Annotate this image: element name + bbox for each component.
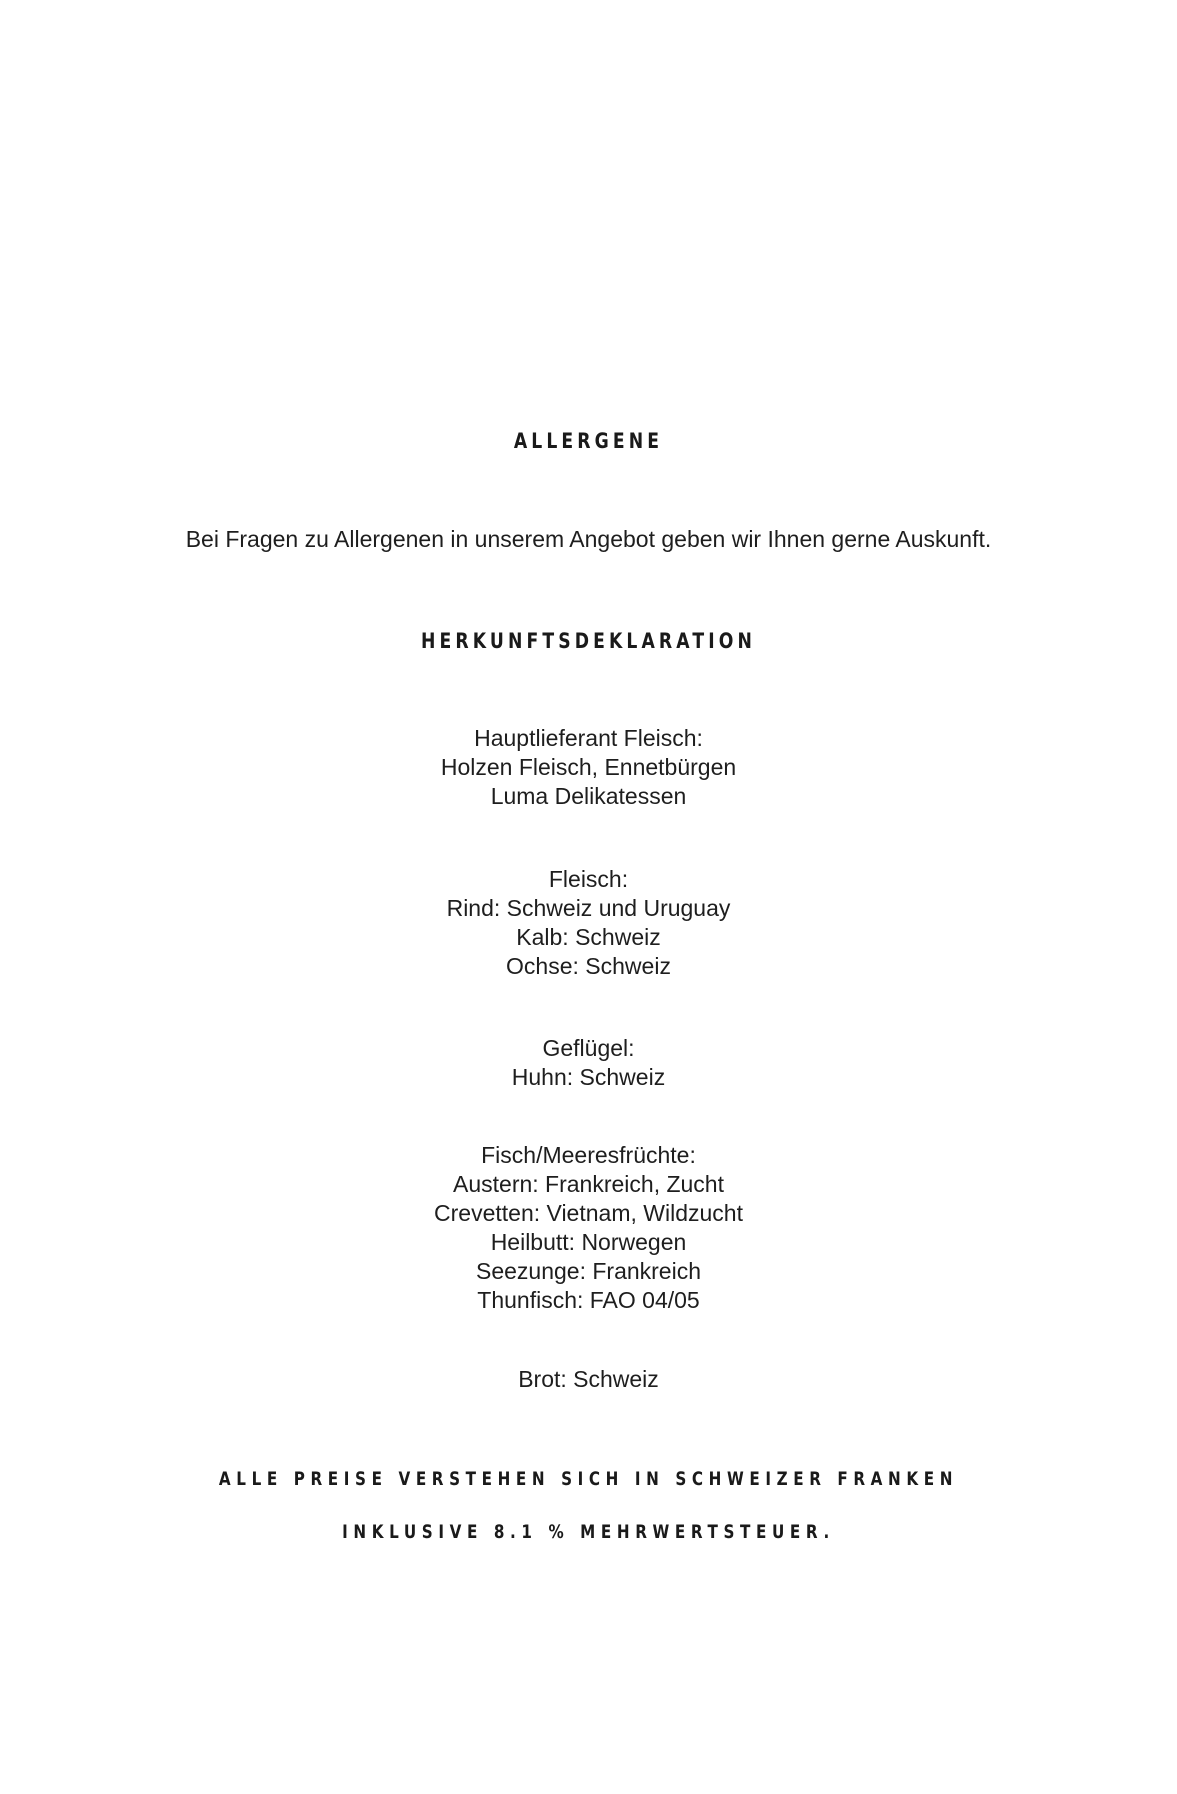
section-line: Fisch/Meeresfrüchte: — [481, 1142, 696, 1168]
section-line: Brot: Schweiz — [518, 1366, 659, 1392]
allergene-heading: ALLERGENE — [513, 429, 664, 453]
section-line: Austern: Frankreich, Zucht — [453, 1171, 724, 1197]
section-line: Hauptlieferant Fleisch: — [474, 725, 703, 751]
footer-prices-note: ALLE PREISE VERSTEHEN SICH IN SCHWEIZER FRANKEN — [218, 1468, 959, 1490]
section-line: Fleisch: — [548, 866, 629, 892]
section-line: Holzen Fleisch, Ennetbürgen — [440, 754, 737, 780]
section-fisch — [0, 1141, 1177, 1315]
section-line: Ochse: Schweiz — [506, 953, 671, 979]
section-hauptlieferant — [0, 724, 1177, 811]
section-line: Heilbutt: Norwegen — [490, 1229, 687, 1255]
section-line: Kalb: Schweiz — [516, 924, 661, 950]
herkunft-heading: HERKUNFTSDEKLARATION — [421, 629, 756, 653]
section-line: Geflügel: — [542, 1035, 635, 1061]
allergene-text: Bei Fragen zu Allergenen in unserem Angebot geben wir Ihnen gerne Auskunft. — [185, 526, 992, 552]
section-gefluegel — [0, 1034, 1177, 1092]
section-line: Crevetten: Vietnam, Wildzucht — [434, 1200, 743, 1226]
section-line: Rind: Schweiz und Uruguay — [446, 895, 731, 921]
section-line: Luma Delikatessen — [490, 783, 687, 809]
section-line: Huhn: Schweiz — [511, 1064, 666, 1090]
section-line: Thunfisch: FAO 04/05 — [477, 1287, 700, 1313]
section-brot — [0, 1365, 1177, 1394]
section-fleisch — [0, 865, 1177, 981]
section-line: Seezunge: Frankreich — [475, 1258, 701, 1284]
footer-vat-note: INKLUSIVE 8.1 % MEHRWERTSTEUER. — [342, 1521, 835, 1543]
